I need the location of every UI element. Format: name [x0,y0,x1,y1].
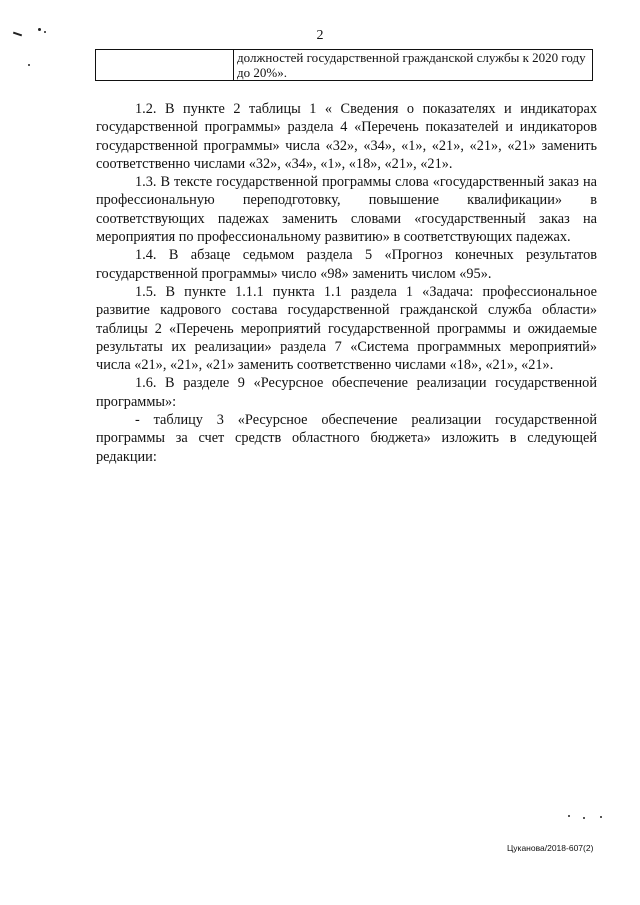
table-row [96,50,593,81]
paragraph-1-6-item: - таблицу 3 «Ресурсное обеспечение реализации государственной программы за счет средств областного бюджета» изложить в следующей редакции: [96,412,597,465]
scan-mark [583,817,585,819]
document-code: Цуканова/2018-607(2) [507,843,594,853]
paragraph-1-5: 1.5. В пункте 1.1.1 пункта 1.1 раздела 1 «Задача: профессиональное развитие кадрового состава государственной гражданской служба области» таблицы 2 «Перечень мероприятий государственной программы и ожидаемые результаты их реализации» раздела 7 «Система программных мероприятий» числа «21», «21», «21» заменить соответственно числами «18», «21», «21». [96,283,597,374]
scan-mark [568,815,570,817]
paragraph-1-3: 1.3. В тексте государственной программы слова «государственный заказ на профессиональную переподготовку, повышение квалификации» в соответствующих падежах заменить словами «государственный заказ на мероприятия по профессиональному развитию» в соответствующих падежах. [96,174,597,246]
scan-mark [28,64,30,66]
page-number: 2 [316,28,324,43]
paragraph-1-2: 1.2. В пункте 2 таблицы 1 « Сведения о показателях и индикаторах государственной программы» раздела 4 «Перечень показателей и индикаторов государственной программы» числа «32», «34», «1», «21», «21», «21» заменить соответственно числами «32», «34», «1», «18», «21», «21». [96,101,597,172]
paragraph-1-6: 1.6. В разделе 9 «Ресурсное обеспечение реализации государственной программы»: [96,375,597,410]
scan-mark [600,816,602,818]
continued-table [95,49,593,81]
table-cell: должностей государственной гражданской службы к 2020 году до 20%». [234,50,593,81]
paragraph-1-4: 1.4. В абзаце седьмом раздела 5 «Прогноз конечных результатов государственной программы» число «98» заменить числом «95». [96,247,597,282]
table-cell [96,50,234,81]
document-body [96,100,597,466]
